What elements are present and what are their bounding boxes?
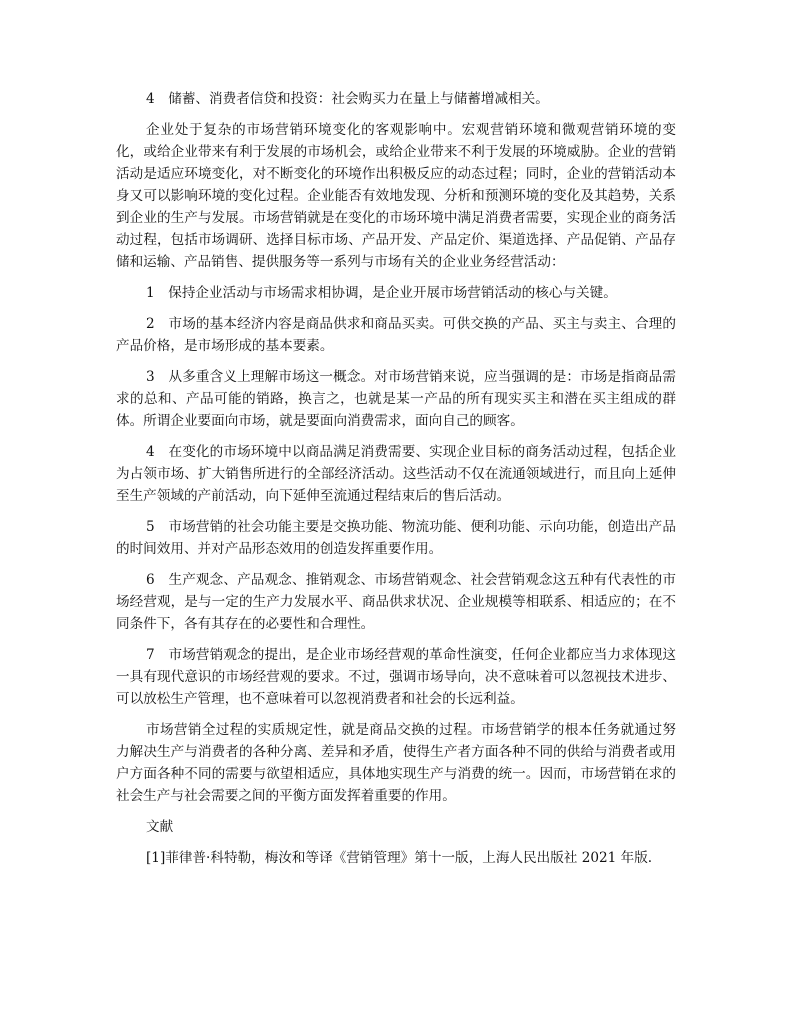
paragraph-point-6: 6 生产观念、产品观念、推销观念、市场营销观念、社会营销观念这五种有代表性的市场经营观，是与一定的生产力发展水平、商品供求状况、企业规模等相联系、相适应的；在不同条件下，各有其存在的必要性和合理性。	[116, 572, 676, 632]
paragraph-conclusion: 市场营销全过程的实质规定性，就是商品交换的过程。市场营销学的根本任务就通过努力解决生产与消费者的各种分离、差异和矛盾，使得生产者方面各种不同的供给与消费者或用户方面各种不同的需要与欲望相适应，具体地实现生产与消费的统一。因而，市场营销在求的社会生产与社会需要之间的平衡方面发挥着重要的作用。	[116, 722, 676, 804]
reference-item: [1]菲律普·科特勒，梅汝和等译《营销管理》第十一版，上海人民出版社 2021 年版.	[146, 850, 653, 866]
paragraph-point-7: 7 市场营销观念的提出，是企业市场经营观的革命性演变，任何企业都应当力求体现这一具有现代意识的市场经营观的要求。不过，强调市场导向，决不意味着可以忽视技术进步、可以放松生产管理，也不意味着可以忽视消费者和社会的长远利益。	[116, 647, 676, 707]
paragraph-point-2: 2 市场的基本经济内容是商品供求和商品买卖。可供交换的产品、买主与卖主、合理的产品价格，是市场形成的基本要素。	[116, 316, 676, 354]
references-heading: 文献	[146, 819, 174, 835]
paragraph-point-3: 3 从多重含义上理解市场这一概念。对市场营销来说，应当强调的是：市场是指商品需求的总和、产品可能的销路，换言之，也就是某一产品的所有现实买主和潜在买主组成的群体。所谓企业要面向市场，就是要面向消费需求，面向自己的顾客。	[116, 369, 676, 429]
paragraph-point-1: 1 保持企业活动与市场需求相协调，是企业开展市场营销活动的核心与关键。	[146, 285, 617, 301]
paragraph-point-4: 4 在变化的市场环境中以商品满足消费需要、实现企业目标的商务活动过程，包括企业为占领市场、扩大销售所进行的全部经济活动。这些活动不仅在流通领域进行，而且向上延伸至生产领域的产前活动，向下延伸至流通过程结束后的售后活动。	[116, 444, 676, 504]
paragraph-environment: 企业处于复杂的市场营销环境变化的客观影响中。宏观营销环境和微观营销环境的变化，或给企业带来有利于发展的市场机会，或给企业带来不利于发展的环境威胁。企业的营销活动是适应环境变化，对不断变化的环境作出积极反应的动态过程；同时，企业的营销活动本身又可以影响环境的变化过程。企业能否有效地发现、分析和预测环境的变化及其趋势，关系到企业的生产与发展。市场营销就是在变化的市场环境中满足消费者需要，实现企业的商务活动过程，包括市场调研、选择目标市场、产品开发、产品定价、渠道选择、产品促销、产品存储和运输、产品销售、提供服务等一系列与市场有关的企业业务经营活动：	[116, 122, 676, 270]
document-body	[116, 88, 676, 878]
paragraph-point-5: 5 市场营销的社会功能主要是交换功能、物流功能、便利功能、示向功能，创造出产品的时间效用、并对产品形态效用的创造发挥重要作用。	[116, 519, 676, 557]
paragraph-savings: 4 储蓄、消费者信贷和投资：社会购买力在量上与储蓄增减相关。	[146, 91, 549, 107]
